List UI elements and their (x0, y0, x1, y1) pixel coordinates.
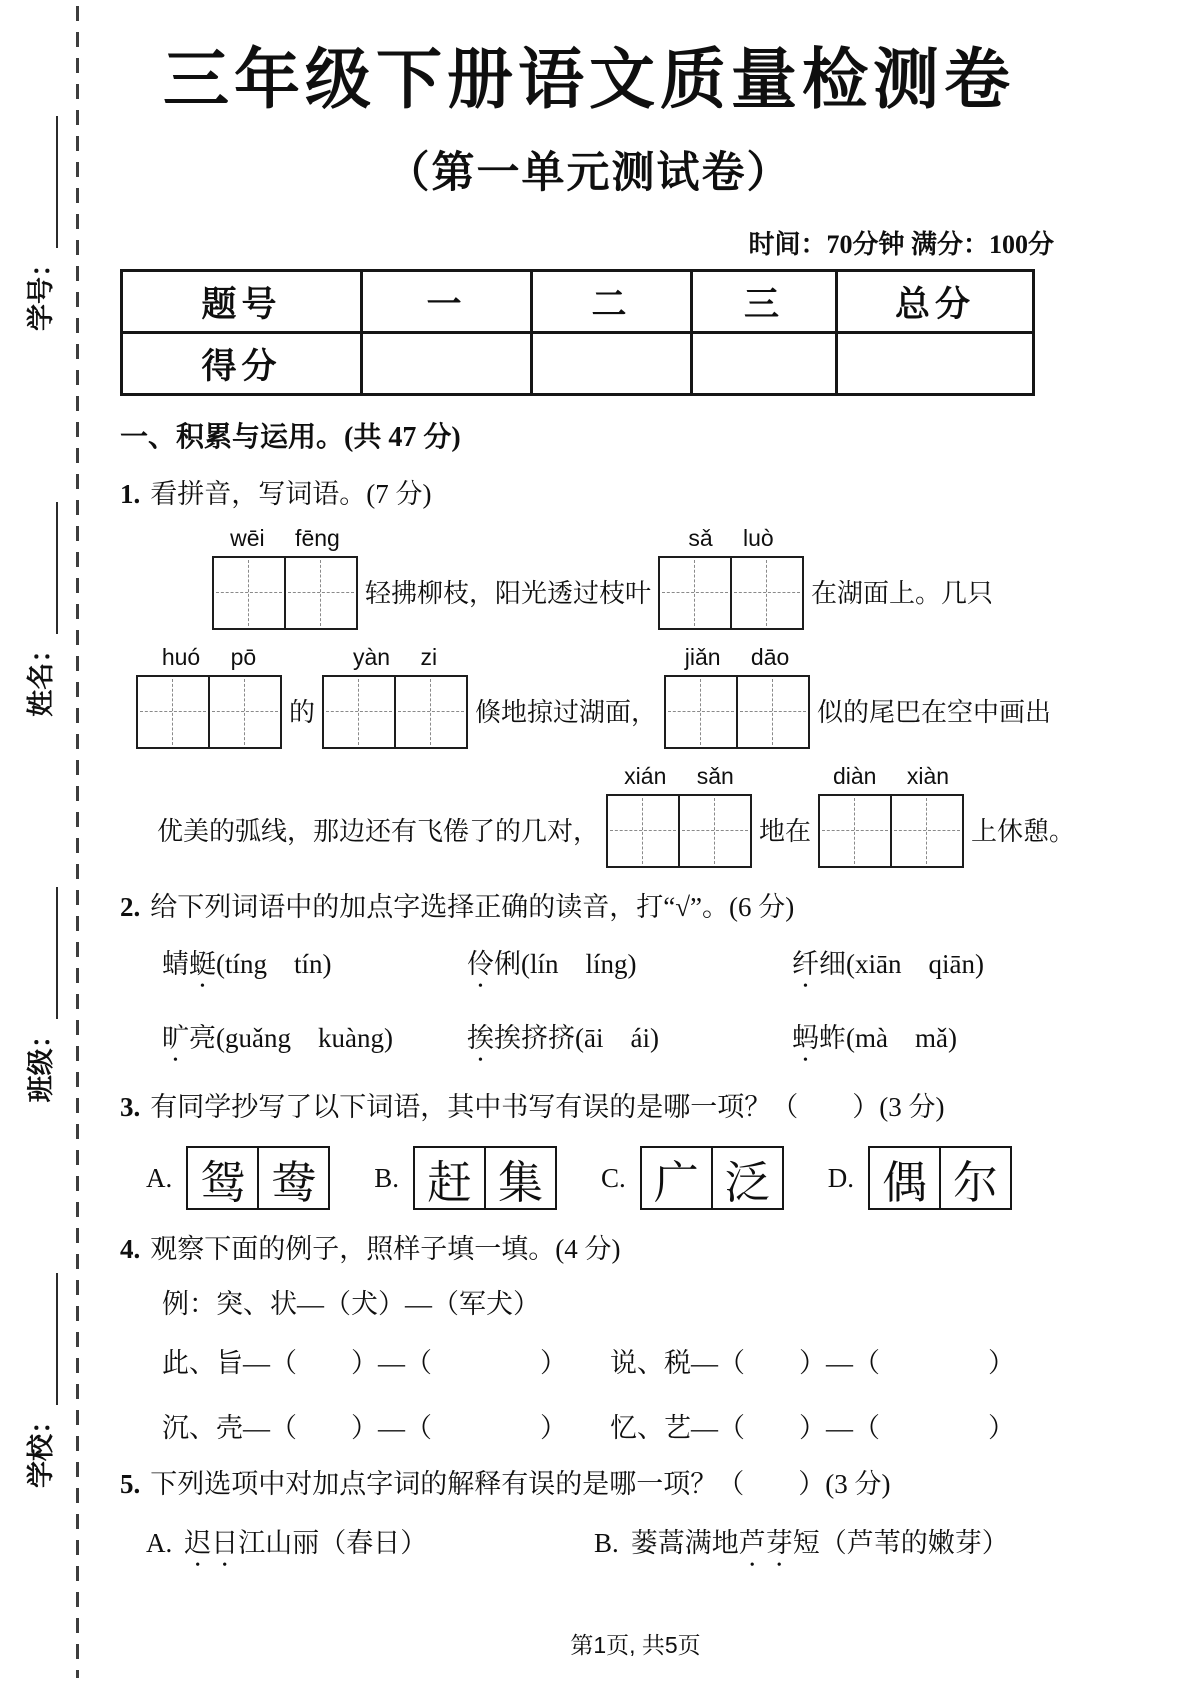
score-header-total: 总分 (837, 271, 1034, 333)
q2-item-qingting[interactable] (162, 944, 467, 994)
word-char: 尔 (939, 1148, 1010, 1208)
pronunciation-options: (āi ái) (575, 1023, 659, 1053)
pinyin-grid-weifeng (212, 525, 358, 630)
q1-text: 倏地掠过湖面， (475, 698, 658, 727)
word-char: 赶 (427, 1157, 473, 1208)
pinyin-grid-yanzi (322, 644, 468, 749)
q2-item-aiaijiji[interactable] (467, 1018, 792, 1068)
time-score-info: 时间：70分钟 满分：100分 (748, 230, 1054, 259)
class-field (19, 887, 58, 1102)
option-letter: A. (146, 1528, 173, 1558)
writing-grid (606, 794, 752, 868)
q2-prompt-line (120, 885, 1058, 924)
q4-prompt-line (120, 1227, 1058, 1266)
class-blank[interactable] (24, 887, 58, 1019)
school-field (19, 1273, 58, 1488)
option-letter: B. (374, 1162, 400, 1193)
writing-grid (664, 675, 810, 749)
q1-text: 上休憩。 (971, 817, 1076, 846)
dotted-word: 迟日 (184, 1528, 239, 1558)
q1-text: 似的尾巴在空中画出 (817, 698, 1052, 727)
writing-cell[interactable] (730, 558, 802, 628)
q3-option-c (601, 1146, 784, 1210)
word-char: 泛 (711, 1148, 782, 1208)
q1-line-2 (136, 644, 1058, 749)
q5-number: 5. (120, 1469, 141, 1499)
q1-text: 在湖面上。几只 (811, 579, 994, 608)
word-char: 鸳 (200, 1157, 246, 1208)
q1-text: 地在 (759, 817, 812, 846)
writing-cell[interactable] (820, 796, 890, 866)
score-header-tihao: 题号 (122, 271, 362, 333)
writing-cell[interactable] (208, 677, 280, 747)
word-part: 蜻 (162, 949, 189, 979)
pinyin-grid-dianxian (818, 763, 964, 868)
option-letter: A. (146, 1162, 173, 1193)
option-text: 短（芦苇的嫩芽） (792, 1528, 1009, 1558)
dotted-char: 伶 (467, 949, 494, 979)
q3-option-d (828, 1146, 1012, 1210)
writing-cell[interactable] (394, 677, 466, 747)
score-cell-two[interactable] (532, 333, 692, 395)
dotted-char: 蜓 (189, 949, 216, 979)
q2-word-list (162, 944, 1058, 1068)
q3-option-b (374, 1146, 557, 1210)
word-char: 偶 (882, 1157, 928, 1208)
q5-prompt-line (120, 1462, 1058, 1501)
score-cell-three[interactable] (692, 333, 837, 395)
q2-item-kuangliang[interactable] (162, 1018, 467, 1068)
writing-cell[interactable] (660, 558, 730, 628)
word-box (640, 1146, 784, 1210)
pronunciation-options: (guǎng kuàng) (216, 1023, 393, 1053)
page-title: 三年级下册语文质量检测卷 (163, 42, 1015, 116)
q1-prompt-line (120, 472, 1058, 511)
q4-blank-4[interactable]: 忆、艺—（ ）—（ ） (610, 1413, 1015, 1443)
class-label: 班级： (26, 1021, 56, 1103)
q3-option-a (146, 1146, 330, 1210)
score-table (120, 269, 1035, 396)
word-char: 集 (484, 1148, 555, 1208)
name-field (19, 502, 58, 717)
word-char: 广 (653, 1157, 699, 1208)
q1-text: 轻拂柳枝，阳光透过枝叶 (365, 579, 652, 608)
name-blank[interactable] (24, 502, 58, 634)
school-label: 学校： (26, 1407, 56, 1488)
word-part: 细 (819, 949, 846, 979)
option-letter: D. (827, 1162, 855, 1193)
q4-blank-1[interactable]: 此、旨—（ ）—（ ） (162, 1348, 567, 1378)
student-id-field (19, 116, 58, 331)
q1-number: 1. (120, 479, 141, 509)
q4-number: 4. (120, 1234, 141, 1264)
q5-options-row (146, 1523, 1058, 1573)
word-part: 挨挤挤 (494, 1023, 575, 1053)
q4-blank-2[interactable]: 说、税—（ ）—（ ） (610, 1348, 1015, 1378)
q1-text: 优美的弧线，那边还有飞倦了的几对， (157, 817, 600, 846)
q5-prompt: 下列选项中对加点字词的解释有误的是哪一项？（ ）(3 分) (150, 1469, 891, 1499)
score-cell-total[interactable] (837, 333, 1034, 395)
option-letter: B. (594, 1528, 619, 1558)
score-table-header-row (122, 271, 1034, 333)
pronunciation-options: (tíng tín) (216, 949, 332, 979)
q1-line-3 (150, 763, 1076, 868)
pronunciation-options: (xiān qiān) (846, 949, 984, 979)
q3-prompt-line (120, 1085, 1058, 1124)
pinyin-grid-jiandao (664, 644, 810, 749)
option-text: 蒌蒿满地 (630, 1528, 739, 1558)
word-part: 蚱 (819, 1023, 846, 1053)
pronunciation-options: (mà mǎ) (846, 1023, 957, 1053)
q3-prompt: 有同学抄写了以下词语，其中书写有误的是哪一项？（ ）(3 分) (150, 1092, 945, 1122)
section-1-title: 一、积累与运用。(共 47 分) (120, 422, 461, 453)
writing-cell[interactable] (324, 677, 394, 747)
q1-text: 的 (289, 698, 316, 727)
name-label: 姓名： (26, 635, 56, 717)
writing-cell[interactable] (736, 677, 808, 747)
school-blank[interactable] (24, 1273, 58, 1405)
page-subtitle: （第一单元测试卷） (386, 149, 792, 197)
writing-cell[interactable] (666, 677, 736, 747)
pinyin-label: wēi fēng (230, 525, 340, 551)
dotted-char: 纤 (792, 949, 819, 979)
word-box (186, 1146, 330, 1210)
q4-prompt: 观察下面的例子，照样子填一填。(4 分) (150, 1234, 621, 1264)
writing-grid (322, 675, 468, 749)
pinyin-label: jiǎn dāo (684, 644, 790, 670)
score-header-one: 一 (362, 271, 532, 333)
q2-item-xianxi[interactable] (792, 944, 1058, 994)
q3-options-row (146, 1146, 1058, 1210)
word-part: 俐 (494, 949, 521, 979)
writing-grid (212, 556, 358, 630)
page-footer: 第1页, 共5页 (570, 1632, 701, 1658)
writing-cell[interactable] (138, 677, 208, 747)
pinyin-label: yàn zi (352, 644, 438, 670)
q1-prompt: 看拼音，写词语。(7 分) (150, 479, 432, 509)
writing-grid (658, 556, 804, 630)
q2-item-mazha[interactable] (792, 1018, 1058, 1068)
dotted-char: 蚂 (792, 1023, 819, 1053)
pinyin-grid-xiansan (606, 763, 752, 868)
option-letter: C. (601, 1162, 626, 1193)
q1-line-1 (212, 525, 1058, 630)
dotted-word: 芦芽 (738, 1528, 793, 1558)
score-header-three: 三 (692, 271, 837, 333)
q2-item-lingli[interactable] (467, 944, 792, 994)
pinyin-grid-saluo (658, 525, 804, 630)
writing-cell[interactable] (678, 796, 750, 866)
writing-grid (136, 675, 282, 749)
q4-example: 例：突、状—（犬）—（军犬） (162, 1289, 540, 1319)
margin-student-info (22, 116, 58, 1488)
word-char: 鸯 (257, 1148, 328, 1208)
score-table-score-row (122, 333, 1034, 395)
pronunciation-options: (lín líng) (521, 949, 637, 979)
q5-option-b (594, 1523, 1058, 1573)
student-id-label: 学号： (26, 250, 56, 332)
q4-blank-list (162, 1341, 1058, 1445)
score-header-two: 二 (532, 271, 692, 333)
writing-cell[interactable] (890, 796, 962, 866)
word-box (868, 1146, 1012, 1210)
dotted-char: 挨 (467, 1023, 494, 1053)
writing-cell[interactable] (608, 796, 678, 866)
score-cell-one[interactable] (362, 333, 532, 395)
writing-grid (818, 794, 964, 868)
option-text: 江山丽（春日） (238, 1528, 428, 1558)
dotted-char: 旷 (162, 1023, 189, 1053)
q2-number: 2. (120, 892, 141, 922)
word-box (413, 1146, 557, 1210)
writing-cell[interactable] (214, 558, 284, 628)
q2-prompt: 给下列词语中的加点字选择正确的读音，打“√”。(6 分) (150, 892, 795, 922)
pinyin-label: huó pō (161, 644, 257, 670)
q5-option-a (146, 1523, 594, 1573)
writing-cell[interactable] (284, 558, 356, 628)
exam-content (120, 26, 1076, 1573)
pinyin-label: xián sǎn (624, 763, 734, 789)
word-part: 亮 (189, 1023, 216, 1053)
q4-blank-3[interactable]: 沉、壳—（ ）—（ ） (162, 1413, 567, 1443)
student-id-blank[interactable] (24, 116, 58, 248)
seal-dashed-line (76, 6, 79, 1678)
score-label-cell: 得分 (122, 333, 362, 395)
pinyin-grid-huopo (136, 644, 282, 749)
pinyin-label: diàn xiàn (832, 763, 950, 789)
q3-number: 3. (120, 1092, 141, 1122)
pinyin-label: sǎ luò (688, 525, 774, 551)
